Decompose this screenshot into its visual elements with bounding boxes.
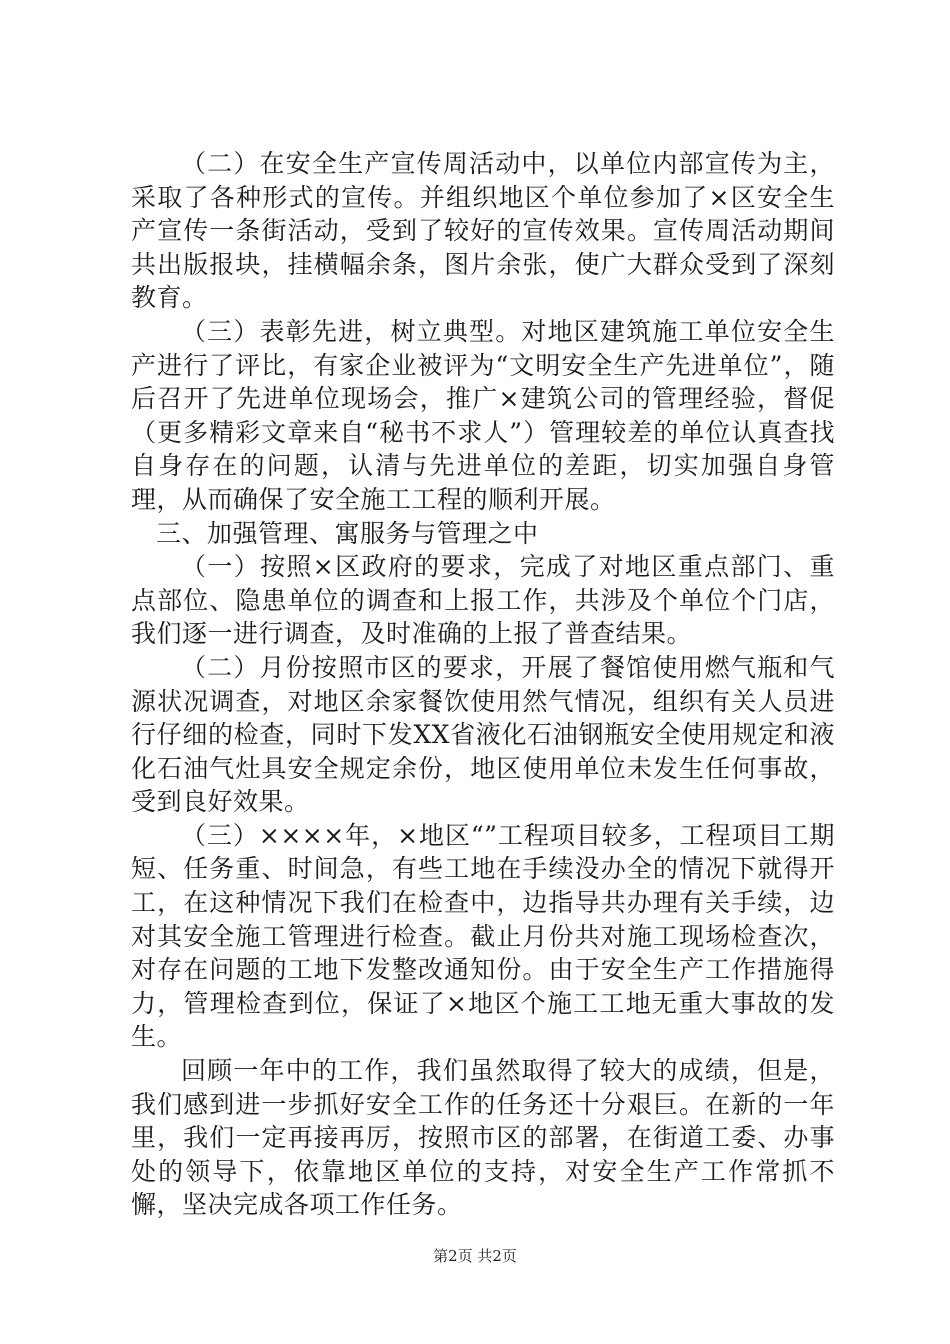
paragraph-survey-report: （一）按照×区政府的要求，完成了对地区重点部门、重点部位、隐患单位的调查和上报工作，共涉及个单位个门店，我们逐一进行调查，及时准确的上报了普查结果。 <box>131 552 835 649</box>
paragraph-commend-advanced: （三）表彰先进，树立典型。对地区建筑施工单位安全生产进行了评比，有家企业被评为“文明安全生产先进单位”，随后召开了先进单位现场会，推广×建筑公司的管理经验，督促（更多精彩文章来自“秘书不求人”）管理较差的单位认真查找自身存在的问题，认清与先进单位的差距，切实加强自身管理，从而确保了安全施工工程的顺利开展。 <box>131 316 835 514</box>
page-footer: 第2页 共2页 <box>433 1247 517 1265</box>
paragraph-publicity-week: （二）在安全生产宣传周活动中，以单位内部宣传为主，采取了各种形式的宣传。并组织地区个单位参加了×区安全生产宣传一条街活动，受到了较好的宣传效果。宣传周活动期间共出版报块，挂横幅余条，图片余张，使广大群众受到了深刻教育。 <box>131 149 835 313</box>
paragraph-conclusion: 回顾一年中的工作，我们虽然取得了较大的成绩，但是，我们感到进一步抓好安全工作的任务还十分艰巨。在新的一年里，我们一定再接再厉，按照市区的部署，在街道工委、办事处的领导下，依靠地区单位的支持，对安全生产工作常抓不懈，坚决完成各项工作任务。 <box>131 1056 835 1220</box>
paragraph-gas-cylinder-check: （二）月份按照市区的要求，开展了餐馆使用燃气瓶和气源状况调查，对地区余家餐饮使用然气情况，组织有关人员进行仔细的检查，同时下发XX省液化石油钢瓶安全使用规定和液化石油气灶具安全规定余份，地区使用单位未发生任何事故，受到良好效果。 <box>131 652 835 817</box>
section-heading-management: 三、加强管理、寓服务与管理之中 <box>156 518 539 548</box>
paragraph-construction-inspection: （三）××××年，×地区“”工程项目较多，工程项目工期短、任务重、时间急，有些工地在手续没办全的情况下就得开工，在这种情况下我们在检查中，边指导共办理有关手续，边对其安全施工管理进行检查。截止月份共对施工现场检查次，对存在问题的工地下发整改通知份。由于安全生产工作措施得力，管理检查到位，保证了×地区个施工工地无重大事故的发生。 <box>131 820 835 1052</box>
document-body <box>131 147 835 1222</box>
